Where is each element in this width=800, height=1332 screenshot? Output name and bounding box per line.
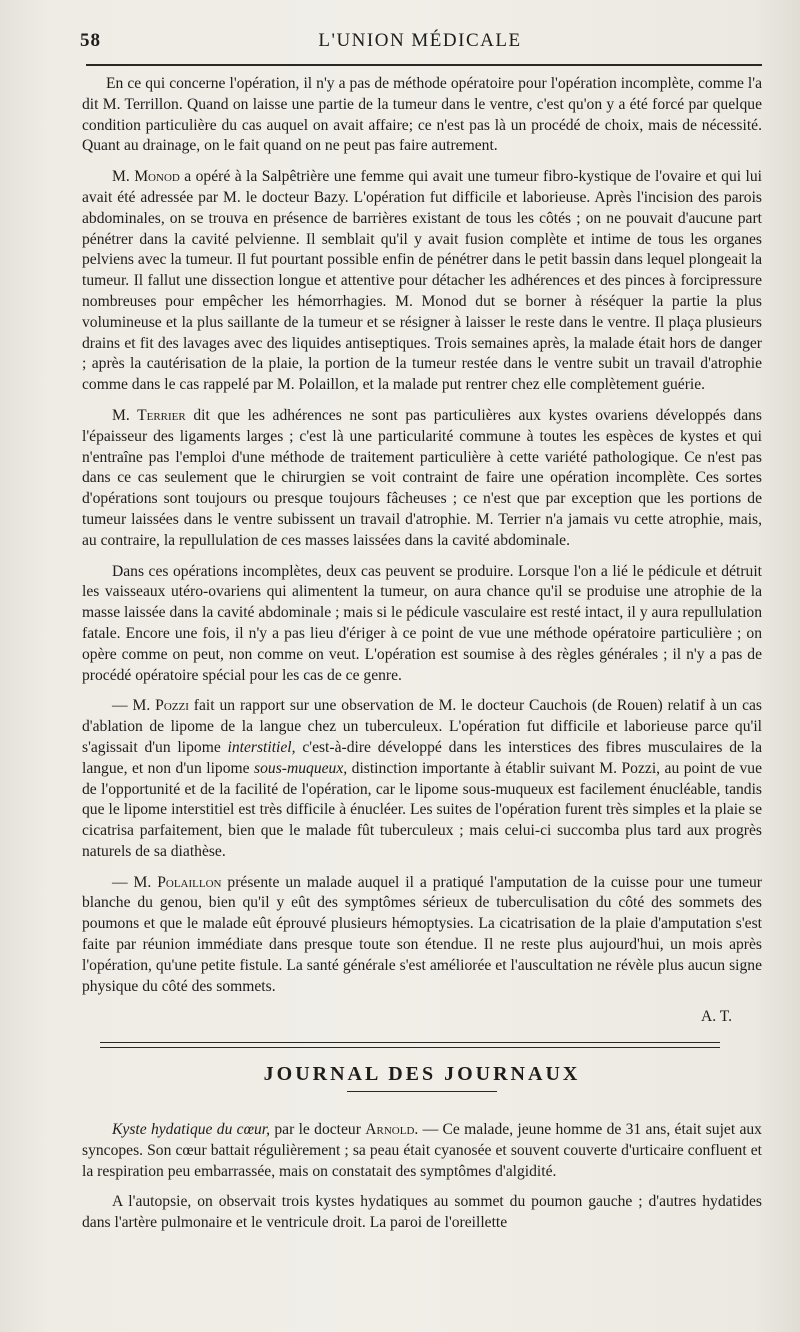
- running-title: L'UNION MÉDICALE: [318, 30, 522, 51]
- section-divider: [100, 1042, 720, 1048]
- article-body: [82, 74, 762, 1244]
- speaker-name: M. Terrier: [112, 406, 186, 424]
- paragraph-terrier: M. Terrier dit que les adhérences ne sont pas particulières aux kystes ovariens développés dans l'épaisseur des ligaments larges ; c'est là une particularité commune à toutes les espèces de kystes et qui n'entraîne pas l'emploi d'une méthode de traitement particulière à cette variété pathologique. Ce n'est pas dans ce cas seulement que le chirurgien se voit contraint de faire une opération incomplète. Ces sortes d'opérations sont toujours ou presque toujours fâcheuses ; ce n'est que par exception que les portions de tumeur laissées dans le ventre subissent un travail d'atrophie. M. Terrier n'a jamais vu cette atrophie, mais, au contraire, la repullulation de ces masses laissées dans la cavité abdominale.: [82, 406, 762, 549]
- page-number: 58: [80, 30, 101, 51]
- speaker-name: M. Pozzi: [132, 697, 189, 715]
- paragraph-incompletes: Dans ces opérations incomplètes, deux cas peuvent se produire. Lorsque l'on a lié le pédicule et détruit les vaisseaux utéro-ovariens qui alimentent la tumeur, on aura chance qu'il se produise une atrophie de la masse laissée dans la cavité abdominale ; mais si le pédicule vasculaire est resté intact, il y aura repullulation fatale. Encore une fois, il n'y a pas lieu d'ériger à ce point de vue une méthode opératoire particulière ; on opère comme on peut, non comme on veut. L'opération est soumise à des règles générales ; il n'y a pas de procédé opératoire spécial pour les cas de ce genre.: [82, 562, 762, 684]
- article-title: Kyste hydatique du cœur,: [112, 1121, 271, 1139]
- speaker-name: M. Polaillon: [133, 873, 222, 891]
- paragraph-autopsie: A l'autopsie, on observait trois kystes hydatiques au sommet du poumon gauche ; d'autres hydatides dans l'artère pulmonaire et le ventricule droit. La paroi de l'oreillette: [82, 1193, 762, 1232]
- paragraph-monod: M. Monod a opéré à la Salpêtrière une femme qui avait une tumeur fibro-kystique de l'ovaire et qui lui avait été adressée par M. le docteur Bazy. L'opération fut difficile et laborieuse. Après l'incision des parois abdominales, on se trouva en présence de barrières existant de tous les côtés ; on ne pouvait d'aucune part pénétrer dans la cavité pelvienne. Il semblait qu'il y avait fusion complète et intime de tous les organes pelviens avec la tumeur. Il fut pourtant possible enfin de pénétrer dans le petit bassin dans lequel plongeait la tumeur. Il fallut une dissection longue et attentive pour détacher les adhérences et des pinces à forcipressure nombreuses pour empêcher les hémorrhagies. M. Monod dut se borner à réséquer la partie la plus volumineuse et la plus saillante de la tumeur et se résigner à laisser le reste dans le ventre. Il plaça plusieurs drains et fit des lavages avec des liquides antiseptiques. Trois semaines après, la malade était hors de danger ; après la cautérisation de la plaie, la portion de la tumeur restée dans le ventre subit un travail d'atrophie comme dans le cas rappelé par M. Polaillon, et la malade put rentrer chez elle complètement guérie.: [82, 168, 762, 394]
- header-rule: [86, 64, 762, 66]
- speaker-name: M. Monod: [112, 168, 180, 186]
- title-rule: [347, 1091, 497, 1092]
- page-header: [80, 30, 760, 60]
- paragraph-pozzi: — M. Pozzi fait un rapport sur une observation de M. le docteur Cauchois (de Rouen) relatif à un cas d'ablation de lipome de la langue chez un tuberculeux. L'opération fut difficile et laborieuse parce qu'il s'agissait d'un lipome interstitiel, c'est-à-dire développé dans les interstices des fibres musculaires de la langue, et non d'un lipome sous-muqueux, distinction importante à établir suivant M. Pozzi, au point de vue de l'opportunité et de la facilité de l'opération, car le lipome sous-muqueux est facilement énucléable, tandis que le lipome interstitiel est très difficile à énucléer. Les suites de l'opération furent très simples et la plaie se cicatrisa parfaitement, bien que le malade fût tuberculeux ; mais celui-ci succomba plus tard aux progrès naturels de sa diathèse.: [82, 697, 762, 860]
- section-title: JOURNAL DES JOURNAUX: [263, 1063, 581, 1086]
- paragraph-kyste: Kyste hydatique du cœur, par le docteur Arnold. — Ce malade, jeune homme de 31 ans, était sujet aux syncopes. Son cœur battait régulièrement ; sa peau était cyanosée et souvent couverte d'urticaire confluent et la respiration peu embarrassée, mais on constatait des symptômes d'algidité.: [82, 1121, 762, 1180]
- paragraph-polaillon: — M. Polaillon présente un malade auquel il a pratiqué l'amputation de la cuisse pour une tumeur blanche du genou, bien qu'il y eût des symptômes sérieux de tuberculisation du côté des sommets des poumons et que le malade eût éprouvé plusieurs hémoptysies. La cicatrisation de la plaie d'amputation s'est faite par réunion immédiate dans presque toute son étendue. Il ne reste plus aujourd'hui, un mois après l'opération, qu'une petite fistule. La santé générale s'est améliorée et l'auscultation ne révèle plus aucun signe physique du côté des sommets.: [82, 873, 762, 995]
- author-name: Arnold: [365, 1121, 415, 1139]
- paragraph-operation: En ce qui concerne l'opération, il n'y a pas de méthode opératoire pour l'opération incomplète, comme l'a dit M. Terrillon. Quand on laisse une partie de la tumeur dans le ventre, c'est qu'on y a été forcé par quelque condition particulière du cas auquel on avait affaire; ce n'est pas là un procédé de choix, mais de nécessité. Quant au drainage, on le fait quand on ne peut pas faire autrement.: [82, 75, 762, 155]
- signature: A. T.: [700, 1008, 732, 1026]
